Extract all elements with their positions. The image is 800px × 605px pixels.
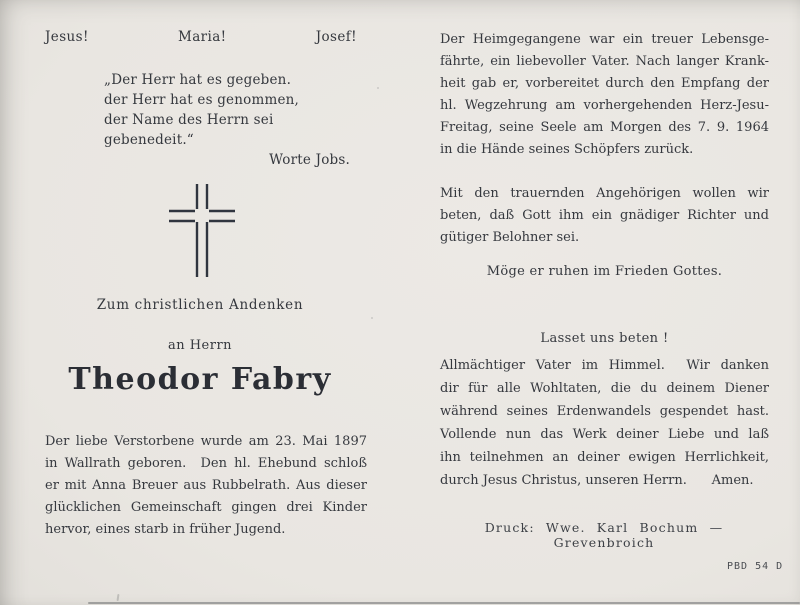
memorial-intro: Zum christlichen Andenken (96, 297, 304, 313)
rest-wish-line: Möge er ruhen im Frieden Gottes. (486, 264, 723, 279)
scripture-quote-lines: „Der Herr hat es gegeben. der Herr hat es genommen, der Name des Herrn sei gebenedeit.“ (104, 72, 300, 148)
deceased-name: Theodor Fabry (68, 362, 332, 397)
cross-icon (165, 180, 240, 280)
print-code: PBD 54 D (727, 561, 784, 572)
invocation-maria: Maria! (177, 29, 227, 45)
mourning-paragraph: Mit den trauernden Angehörigen wollen wir beten, daß Gott ihm ein gnädiger Richter und gütiger Belohner sei. (440, 186, 769, 245)
quote-attribution: Worte Jobs. (269, 152, 350, 168)
paper-speck (377, 87, 379, 89)
invocation-josef: Josef! (315, 29, 357, 45)
invocation-row (45, 29, 357, 45)
biography-paragraph: Der liebe Verstorbene wurde am 23. Mai 1897 in Wallrath geboren. Den hl. Ehebund schloß er mit Anna Breuer aus Rubbelrath. Aus dieser glücklichen Gemeinschaft gingen drei Kinder hervor, eines starb in früher Jugend. (45, 434, 367, 537)
memorial-salutation: an Herrn (167, 338, 233, 353)
scripture-quote (104, 70, 356, 170)
invocation-jesus: Jesus! (45, 29, 89, 45)
prayer-paragraph: Allmächtiger Vater im Himmel. Wir danken dir für alle Wohltaten, die du deinem Diener während seines Erdenwandels gespendet hast. Vollende nun das Werk deiner Liebe und laß ihn teilnehmen an deiner ewigen Herrlichkeit, durch Jesus Christus, unseren Herrn. Amen. (440, 358, 769, 488)
obituary-paragraph: Der Heimgegangene war ein treuer Lebensge- fährte, ein liebevoller Vater. Nach langer Krank- heit gab er, vorbereitet durch den Empfang der hl. Wegzehrung am vorhergehenden Herz-Jesu- Freitag, seine Seele am Morgen des 7. 9. 1964 in die Hände seines Schöpfers zurück. (440, 32, 769, 157)
prayer-heading: Lasset uns beten ! (540, 331, 669, 346)
paper-speck (371, 317, 373, 319)
scan-bottom-edge (88, 602, 800, 604)
paper-smudge (117, 594, 120, 601)
printer-credit-line: Druck: Wwe. Karl Bochum — Grevenbroich (484, 520, 724, 550)
